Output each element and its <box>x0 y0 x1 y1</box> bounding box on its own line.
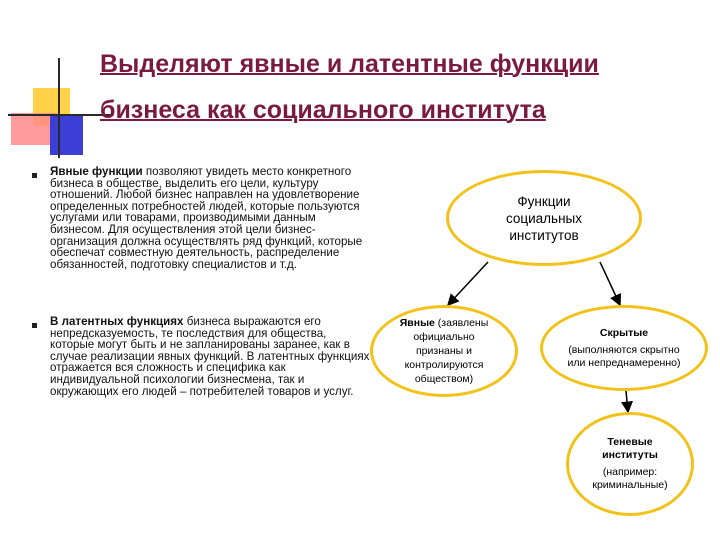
paragraph-body: позволяют увидеть место конкретного бизнеса в обществе, выделить его цели, культуру отношений. Любой бизнес направлен на удовлетворение определенных потребностей людей, которые пользуются услугами или товарами, производимыми данным бизнесом. Для осуществления этой цели бизнес-организация должна осуществлять ряд функций, которые обеспечат совместную деятельность, распределение обязанностей, подготовку специалистов и т.д. <box>50 165 363 271</box>
node-description: (выполняются скрытно или непреднамеренно) <box>567 343 681 369</box>
node-label <box>582 436 678 492</box>
page-title-line-2: бизнеса как социального института <box>100 96 546 124</box>
paragraph-body: бизнеса выражаются его непредсказуемость, те последствия для общества, которые могут быть и не запланированы заранее, как в случае реализации явных функций. В латентных функциях отражается вся сложность и специфика как индивидуальной психологии бизнесмена, так и окружающих его людей – потребителей товаров и услуг. <box>50 315 370 398</box>
node-label: Функции социальных институтов <box>505 193 582 243</box>
arrow-to-shadow <box>626 391 628 412</box>
node-hidden-functions <box>540 305 708 391</box>
paragraph-bold-lead: Явные функции <box>50 165 143 178</box>
node-label <box>565 327 683 370</box>
node-title: Явные <box>399 317 435 329</box>
node-title: Теневые институты <box>602 436 658 461</box>
paragraph-bold-lead: В латентных функциях <box>50 315 184 328</box>
node-explicit-functions <box>370 305 518 397</box>
node-social-institution-functions <box>446 170 642 266</box>
page-title-line-1: Выделяют явные и латентные функции <box>100 50 599 78</box>
node-shadow-institutions <box>566 412 694 516</box>
node-title: Скрытые <box>599 326 649 339</box>
arrow-to-explicit <box>448 262 488 305</box>
node-description: (заявлены официально признаны и контролируются обществом) <box>404 317 489 385</box>
node-description: (например: криминальные) <box>592 466 668 491</box>
arrow-to-hidden <box>600 262 620 305</box>
node-label <box>389 316 499 386</box>
